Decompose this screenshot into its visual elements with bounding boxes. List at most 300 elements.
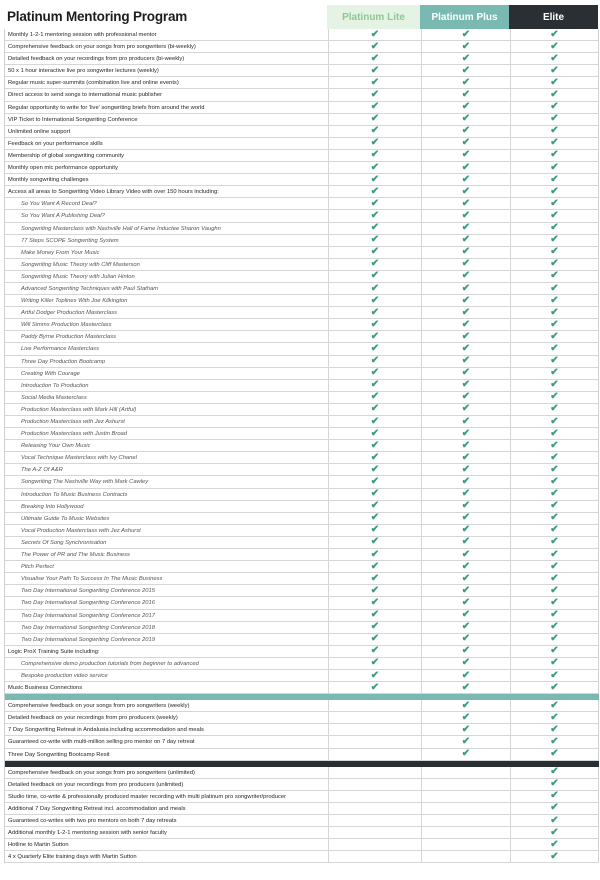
check-icon: ✔: [550, 101, 559, 113]
feature-label: Membership of global songwriting community: [8, 152, 124, 159]
tier-cell: [510, 549, 599, 560]
check-icon: ✔: [550, 802, 559, 814]
feature-label: Studio time, co-write & professionally produced master recording with multi platinum pro songwriter/producer: [8, 793, 287, 800]
feature-label: Three Day Production Bootcamp: [21, 358, 106, 365]
tier-cell: [421, 41, 510, 52]
check-icon: ✔: [461, 258, 471, 270]
tier-cell: [421, 489, 510, 500]
check-icon: ✔: [461, 125, 471, 137]
check-icon: ✔: [461, 137, 471, 149]
feature-label: 7 Day Songwriting Retreat in Andalusia including accommodation and meals: [8, 727, 204, 734]
check-icon: ✔: [370, 500, 380, 512]
tier-cell: [421, 525, 510, 536]
tier-cell: [421, 102, 510, 113]
tier-cell: [510, 41, 599, 52]
tier-cell: [510, 700, 599, 711]
tier-cell: [421, 440, 510, 451]
tier-cell: [510, 186, 599, 197]
feature-row: [5, 29, 599, 41]
feature-label: Comprehensive demo production tutorials from beginner to advanced: [21, 660, 199, 667]
tier-cell: [328, 102, 421, 113]
feature-label: Secrets Of Song Synchronisation: [21, 539, 107, 546]
feature-label: Production Masterclass with Mark Hill (Artful): [21, 406, 137, 413]
feature-label: Releasing Your Own Music: [21, 443, 91, 450]
tier-cell: [510, 682, 599, 693]
check-icon: ✔: [550, 282, 559, 294]
check-icon: ✔: [550, 512, 559, 524]
tier-cell: [421, 210, 510, 221]
sub-feature-row: [5, 392, 599, 404]
tier-cell: [421, 283, 510, 294]
check-icon: ✔: [370, 294, 380, 306]
check-icon: ✔: [370, 234, 380, 246]
tier-cell: [328, 235, 421, 246]
tier-cell: [328, 561, 421, 572]
tier-cell: [510, 622, 599, 633]
tier-cell: [510, 223, 599, 234]
check-icon: ✔: [550, 76, 559, 88]
tier-cell: [510, 815, 599, 826]
check-icon: ✔: [461, 64, 471, 76]
check-icon: ✔: [370, 149, 380, 161]
check-icon: ✔: [461, 548, 471, 560]
tier-cell: [510, 670, 599, 681]
check-icon: ✔: [550, 584, 559, 596]
feature-label: The A-Z Of A&R: [21, 467, 63, 474]
check-icon: ✔: [370, 609, 380, 621]
feature-label: Visualise Your Path To Success In The Music Business: [21, 576, 163, 583]
feature-label: Detailed feedback on your recordings from pro producers (unlimited): [8, 781, 184, 788]
check-icon: ✔: [461, 609, 471, 621]
check-icon: ✔: [550, 379, 559, 391]
feature-label: Regular opportunity to write for 'live' songwriting briefs from around the world: [8, 104, 205, 111]
check-icon: ✔: [370, 621, 380, 633]
tier-cell: [510, 452, 599, 463]
check-icon: ✔: [461, 681, 471, 693]
feature-label: 4 x Quarterly Elite training days with Martin Sutton: [8, 854, 137, 861]
tier-cell: [328, 41, 421, 52]
check-icon: ✔: [370, 355, 380, 367]
tier-cell: [421, 700, 510, 711]
tier-cell: [510, 634, 599, 645]
tier-cell: [421, 561, 510, 572]
check-icon: ✔: [461, 282, 471, 294]
tier-cell: [421, 851, 510, 862]
tier-cell: [421, 271, 510, 282]
feature-label: Live Performance Masterclass: [21, 346, 99, 353]
check-icon: ✔: [550, 427, 559, 439]
tier-cell: [328, 126, 421, 137]
tier-cell: [510, 404, 599, 415]
tier-cell: [510, 259, 599, 270]
tier-cell: [510, 561, 599, 572]
tier-cell: [510, 712, 599, 723]
tier-cell: [421, 331, 510, 342]
feature-row: [5, 736, 599, 748]
tier-cell: [510, 749, 599, 760]
sub-feature-row: [5, 440, 599, 452]
sub-feature-row: [5, 198, 599, 210]
check-icon: ✔: [461, 306, 471, 318]
feature-label: Detailed feedback on your recordings from pro producers (bi-weekly): [8, 56, 185, 63]
comparison-table: [4, 29, 599, 863]
check-icon: ✔: [370, 318, 380, 330]
check-icon: ✔: [461, 476, 471, 488]
tier-cell: [421, 392, 510, 403]
tier-cell: [510, 779, 599, 790]
tier-cell: [510, 198, 599, 209]
check-icon: ✔: [370, 451, 380, 463]
check-icon: ✔: [550, 113, 559, 125]
check-icon: ✔: [370, 669, 380, 681]
check-icon: ✔: [370, 246, 380, 258]
feature-row: [5, 138, 599, 150]
check-icon: ✔: [461, 209, 471, 221]
tier-cell: [328, 150, 421, 161]
tier-cell: [421, 815, 510, 826]
check-icon: ✔: [550, 838, 559, 850]
check-icon: ✔: [461, 342, 471, 354]
feature-row: [5, 682, 599, 694]
check-icon: ✔: [370, 596, 380, 608]
check-icon: ✔: [370, 536, 380, 548]
feature-label: Logic ProX Training Suite including:: [8, 648, 100, 655]
check-icon: ✔: [461, 89, 471, 101]
feature-label: So You Want A Publishing Deal?: [21, 213, 105, 220]
sub-feature-row: [5, 235, 599, 247]
tier-cell: [328, 319, 421, 330]
feature-label: Comprehensive feedback on your songs from pro songwriters (unlimited): [8, 769, 195, 776]
check-icon: ✔: [370, 379, 380, 391]
tier-cell: [510, 736, 599, 747]
tier-cell: [328, 53, 421, 64]
tier-cell: [510, 368, 599, 379]
sub-feature-row: [5, 223, 599, 235]
feature-label: Advanced Songwriting Techniques with Paul Statham: [21, 285, 159, 292]
feature-label: Regular music super-summits (combination live and online events): [8, 80, 179, 87]
tier-cell: [421, 610, 510, 621]
check-icon: ✔: [461, 596, 471, 608]
feature-label: Songwriting The Nashville Way with Mark Cawley: [21, 479, 149, 486]
check-icon: ✔: [550, 28, 559, 40]
check-icon: ✔: [550, 125, 559, 137]
feature-label: Music Business Connections: [8, 685, 83, 692]
check-icon: ✔: [370, 488, 380, 500]
check-icon: ✔: [550, 778, 559, 790]
feature-row: [5, 65, 599, 77]
check-icon: ✔: [550, 657, 559, 669]
check-icon: ✔: [461, 427, 471, 439]
check-icon: ✔: [461, 52, 471, 64]
sub-feature-row: [5, 356, 599, 368]
check-icon: ✔: [550, 711, 559, 723]
feature-label: Will Simms Production Masterclass: [21, 322, 112, 329]
check-icon: ✔: [550, 548, 559, 560]
check-icon: ✔: [370, 209, 380, 221]
tier-cell: [421, 767, 510, 778]
tier-cell: [328, 198, 421, 209]
tier-cell: [510, 573, 599, 584]
check-icon: ✔: [370, 258, 380, 270]
sub-feature-row: [5, 476, 599, 488]
check-icon: ✔: [461, 500, 471, 512]
check-icon: ✔: [550, 246, 559, 258]
feature-label: Monthly songwriting challenges: [8, 177, 89, 184]
feature-row: [5, 851, 599, 863]
tier-cell: [328, 174, 421, 185]
tier-cell: [421, 416, 510, 427]
tier-cell: [421, 464, 510, 475]
tier-cell: [328, 712, 421, 723]
check-icon: ✔: [550, 137, 559, 149]
tier-cell: [328, 162, 421, 173]
check-icon: ✔: [550, 185, 559, 197]
feature-label: Access all areas to Songwriting Video Library Video with over 150 hours including:: [8, 189, 219, 196]
tier-cell: [421, 114, 510, 125]
tier-cell: [328, 186, 421, 197]
check-icon: ✔: [461, 633, 471, 645]
check-icon: ✔: [461, 246, 471, 258]
check-icon: ✔: [461, 101, 471, 113]
tier-cell: [510, 440, 599, 451]
sub-feature-row: [5, 610, 599, 622]
check-icon: ✔: [461, 584, 471, 596]
feature-label: Ultimate Guide To Music Websites: [21, 515, 110, 522]
check-icon: ✔: [550, 342, 559, 354]
tier-cell: [510, 513, 599, 524]
tier-cell: [510, 476, 599, 487]
check-icon: ✔: [370, 476, 380, 488]
feature-row: [5, 646, 599, 658]
column-header-elite: Elite: [509, 5, 598, 29]
check-icon: ✔: [461, 222, 471, 234]
check-icon: ✔: [550, 222, 559, 234]
feature-row: [5, 53, 599, 65]
check-icon: ✔: [370, 657, 380, 669]
check-icon: ✔: [550, 748, 559, 760]
tier-cell: [510, 597, 599, 608]
feature-label: Production Masterclass with Jez Ashurst: [21, 419, 125, 425]
sub-feature-row: [5, 513, 599, 525]
check-icon: ✔: [461, 735, 471, 747]
feature-row: [5, 839, 599, 851]
tier-cell: [510, 392, 599, 403]
check-icon: ✔: [550, 355, 559, 367]
feature-row: [5, 700, 599, 712]
tier-cell: [510, 162, 599, 173]
tier-cell: [328, 476, 421, 487]
check-icon: ✔: [370, 222, 380, 234]
page-title: Platinum Mentoring Program: [7, 9, 188, 24]
feature-label: Monthly 1-2-1 mentoring session with professional mentor: [8, 32, 157, 38]
tier-cell: [328, 749, 421, 760]
check-icon: ✔: [550, 536, 559, 548]
feature-row: [5, 77, 599, 89]
sub-feature-row: [5, 319, 599, 331]
tier-cell: [510, 537, 599, 548]
feature-row: [5, 791, 599, 803]
check-icon: ✔: [370, 524, 380, 536]
check-icon: ✔: [550, 209, 559, 221]
tier-cell: [510, 89, 599, 100]
check-icon: ✔: [370, 342, 380, 354]
sub-feature-row: [5, 247, 599, 259]
check-icon: ✔: [550, 52, 559, 64]
tier-cell: [421, 724, 510, 735]
check-icon: ✔: [550, 633, 559, 645]
feature-label: Unlimited online support: [8, 128, 71, 135]
check-icon: ✔: [550, 367, 559, 379]
tier-cell: [510, 307, 599, 318]
check-icon: ✔: [550, 294, 559, 306]
tier-cell: [328, 610, 421, 621]
check-icon: ✔: [461, 669, 471, 681]
tier-cell: [328, 851, 421, 862]
tier-cell: [328, 549, 421, 560]
check-icon: ✔: [550, 330, 559, 342]
check-icon: ✔: [550, 572, 559, 584]
tier-cell: [421, 585, 510, 596]
tier-cell: [328, 827, 421, 838]
tier-cell: [510, 610, 599, 621]
tier-cell: [328, 724, 421, 735]
check-icon: ✔: [550, 596, 559, 608]
check-icon: ✔: [550, 488, 559, 500]
tier-cell: [510, 827, 599, 838]
tier-cell: [421, 174, 510, 185]
check-icon: ✔: [370, 40, 380, 52]
feature-row: [5, 827, 599, 839]
check-icon: ✔: [461, 330, 471, 342]
tier-cell: [328, 585, 421, 596]
tier-cell: [421, 356, 510, 367]
tier-cell: [510, 489, 599, 500]
check-icon: ✔: [370, 197, 380, 209]
feature-label: Two Day International Songwriting Conference 2015: [21, 588, 155, 595]
check-icon: ✔: [550, 173, 559, 185]
check-icon: ✔: [370, 306, 380, 318]
feature-row: [5, 150, 599, 162]
tier-cell: [328, 295, 421, 306]
column-header-platinum-lite: Platinum Lite: [327, 5, 420, 29]
check-icon: ✔: [550, 149, 559, 161]
check-icon: ✔: [461, 748, 471, 760]
tier-cell: [328, 440, 421, 451]
feature-label: Feedback on your performance skills: [8, 140, 103, 147]
feature-row: [5, 779, 599, 791]
check-icon: ✔: [370, 584, 380, 596]
feature-label: Introduction To Music Business Contracts: [21, 491, 128, 498]
feature-row: [5, 162, 599, 174]
tier-cell: [510, 803, 599, 814]
check-icon: ✔: [461, 451, 471, 463]
tier-cell: [421, 827, 510, 838]
check-icon: ✔: [461, 403, 471, 415]
check-icon: ✔: [461, 270, 471, 282]
tier-cell: [421, 186, 510, 197]
check-icon: ✔: [461, 536, 471, 548]
check-icon: ✔: [461, 723, 471, 735]
check-icon: ✔: [461, 488, 471, 500]
tier-cell: [328, 537, 421, 548]
sub-feature-row: [5, 501, 599, 513]
tier-cell: [328, 343, 421, 354]
check-icon: ✔: [550, 500, 559, 512]
check-icon: ✔: [370, 64, 380, 76]
tier-cell: [328, 404, 421, 415]
tier-cell: [328, 356, 421, 367]
check-icon: ✔: [550, 415, 559, 427]
feature-row: [5, 89, 599, 101]
check-icon: ✔: [550, 524, 559, 536]
sub-feature-row: [5, 549, 599, 561]
feature-row: [5, 767, 599, 779]
tier-cell: [328, 89, 421, 100]
tier-cell: [421, 89, 510, 100]
tier-cell: [421, 404, 510, 415]
check-icon: ✔: [550, 790, 559, 802]
tier-cell: [328, 307, 421, 318]
tier-cell: [328, 392, 421, 403]
feature-row: [5, 114, 599, 126]
feature-label: VIP Ticket to International Songwriting Conference: [8, 116, 138, 123]
tier-cell: [510, 851, 599, 862]
tier-cell: [328, 416, 421, 427]
check-icon: ✔: [550, 197, 559, 209]
tier-cell: [421, 295, 510, 306]
feature-label: Production Masterclass with Justin Broad: [21, 431, 127, 438]
tier-cell: [510, 150, 599, 161]
check-icon: ✔: [461, 621, 471, 633]
check-icon: ✔: [370, 185, 380, 197]
tier-cell: [510, 29, 599, 40]
tier-cell: [421, 452, 510, 463]
tier-cell: [421, 597, 510, 608]
feature-label: Two Day International Songwriting Conference 2018: [21, 624, 155, 631]
tier-cell: [328, 29, 421, 40]
feature-label: Three Day Songwriting Bootcamp Resit: [8, 751, 110, 758]
tier-cell: [510, 65, 599, 76]
feature-label: Two Day International Songwriting Conference 2019: [21, 636, 155, 643]
check-icon: ✔: [550, 270, 559, 282]
tier-cell: [421, 319, 510, 330]
tier-cell: [510, 210, 599, 221]
tier-cell: [510, 839, 599, 850]
check-icon: ✔: [461, 76, 471, 88]
check-icon: ✔: [370, 137, 380, 149]
tier-cell: [510, 247, 599, 258]
check-icon: ✔: [550, 476, 559, 488]
tier-cell: [421, 162, 510, 173]
tier-cell: [328, 682, 421, 693]
tier-cell: [421, 670, 510, 681]
tier-cell: [421, 247, 510, 258]
tier-cell: [328, 791, 421, 802]
sub-feature-row: [5, 464, 599, 476]
tier-cell: [421, 476, 510, 487]
sub-feature-row: [5, 416, 599, 428]
sub-feature-row: [5, 283, 599, 295]
tier-cell: [328, 259, 421, 270]
tier-cell: [328, 634, 421, 645]
tier-cell: [328, 779, 421, 790]
tier-cell: [510, 271, 599, 282]
feature-label: Additional monthly 1-2-1 mentoring session with senior faculty: [8, 830, 167, 837]
check-icon: ✔: [370, 282, 380, 294]
check-icon: ✔: [550, 403, 559, 415]
tier-cell: [421, 65, 510, 76]
tier-cell: [510, 114, 599, 125]
